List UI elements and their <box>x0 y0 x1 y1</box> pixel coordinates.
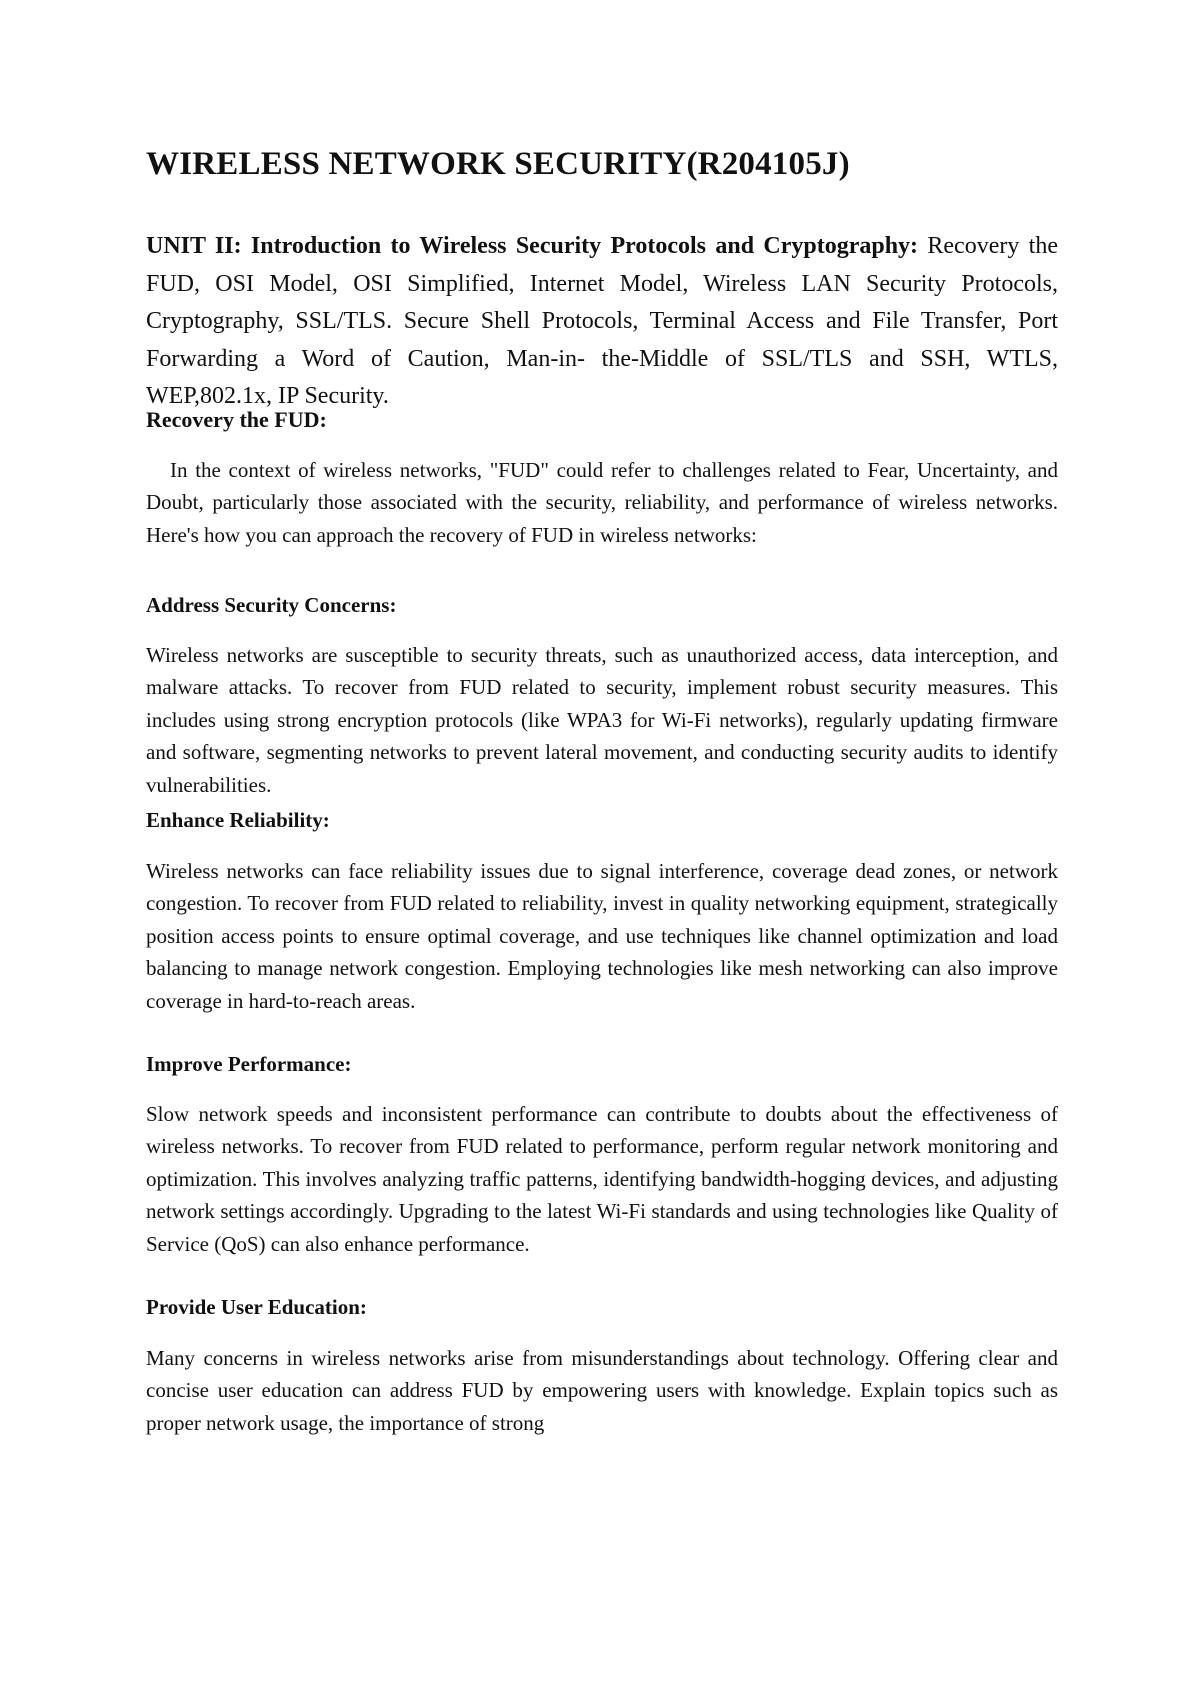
subheading-label: Provide User Education <box>146 1295 360 1319</box>
subheading-enhance-reliability <box>146 808 330 833</box>
unit-overview <box>146 228 1058 416</box>
unit-topics: Recovery the FUD, OSI Model, OSI Simplified, Internet Model, Wireless LAN Security Protocols, Cryptography, SSL/TLS. Secure Shell Protocols, Terminal Access and File Transfer, Port Forwarding a Word of Caution, Man-in- the-Middle of SSL/TLS and SSH, WTLS, WEP,802.1x, IP Security. <box>146 233 1059 409</box>
heading-colon: : <box>322 808 330 832</box>
subheading-label: Address Security Concerns <box>146 593 390 617</box>
subheading-label: Enhance Reliability <box>146 808 323 832</box>
paragraph-improve-performance: Slow network speeds and inconsistent performance can contribute to doubts about the effectiveness of wireless networks. To recover from FUD related to performance, perform regular network monitoring and optimization. This involves analyzing traffic patterns, identifying bandwidth-hogging devices, and adjusting network settings accordingly. Upgrading to the latest Wi-Fi standards and using technologies like Quality of Service (QoS) can also enhance performance. <box>146 1102 1058 1256</box>
paragraph-enhance-reliability: Wireless networks can face reliability issues due to signal interference, coverage dead zones, or network congestion. To recover from FUD related to reliability, invest in quality networking equipment, strategically position access points to ensure optimal coverage, and use techniques like channel optimization and load balancing to manage network congestion. Employing technologies like mesh networking can also improve coverage in hard-to-reach areas. <box>146 859 1058 1013</box>
unit-heading: UNIT II: Introduction to Wireless Security Protocols and Cryptography: <box>146 233 919 259</box>
subheading-address-security <box>146 593 396 618</box>
subheading-user-education <box>146 1295 367 1320</box>
subheading-improve-performance <box>146 1052 351 1077</box>
paragraph-address-security: Wireless networks are susceptible to security threats, such as unauthorized access, data interception, and malware attacks. To recover from FUD related to security, implement robust security measures. This includes using strong encryption protocols (like WPA3 for Wi-Fi networks), regularly updating firmware and software, segmenting networks to prevent lateral movement, and conducting security audits to identify vulnerabilities. <box>146 643 1058 797</box>
document-title: WIRELESS NETWORK SECURITY(R204105J) <box>146 146 850 182</box>
paragraph-user-education: Many concerns in wireless networks arise from misunderstandings about technology. Offering clear and concise user education can address FUD by empowering users with knowledge. Explain topics such as proper network usage, the importance of strong <box>146 1346 1058 1435</box>
heading-colon: : <box>359 1295 367 1319</box>
subheading-label: Improve Performance <box>146 1052 345 1076</box>
section-intro-paragraph: In the context of wireless networks, "FUD" could refer to challenges related to Fear, Uncertainty, and Doubt, particularly those associated with the security, reliability, and performance of wireless networks. Here's how you can approach the recovery of FUD in wireless networks: <box>146 458 1058 547</box>
heading-colon: : <box>389 593 397 617</box>
heading-colon: : <box>344 1052 352 1076</box>
section-heading-recovery-fud: Recovery the FUD: <box>146 407 327 432</box>
